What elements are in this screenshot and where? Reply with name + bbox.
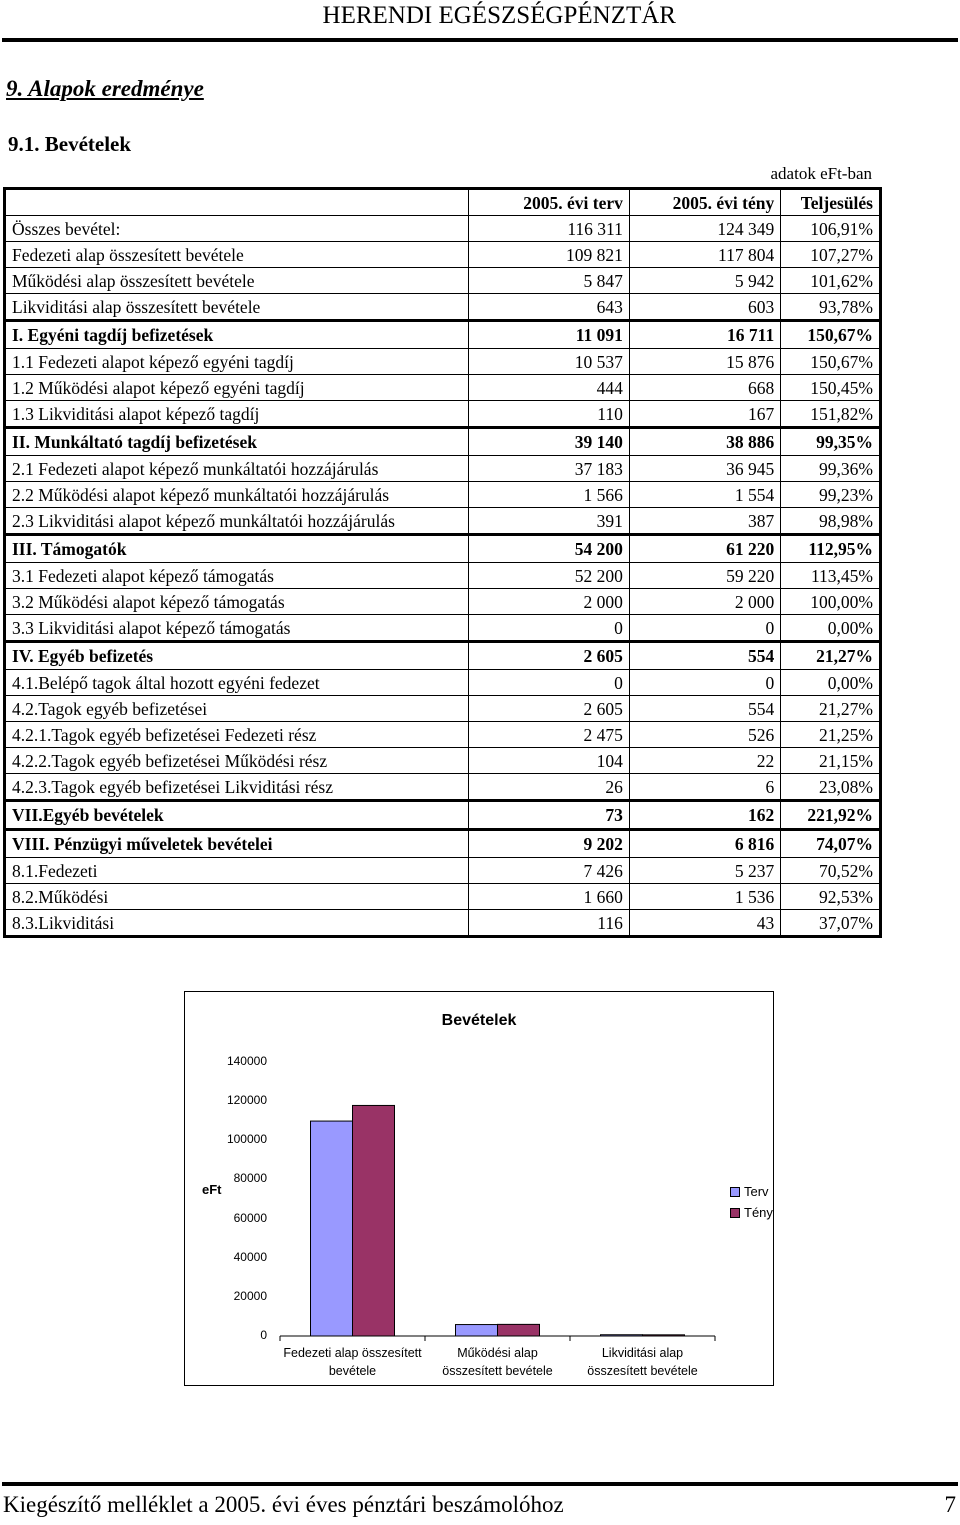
row-label: 4.1.Belépő tagok által hozott egyéni fedezet: [5, 670, 469, 696]
row-label: 4.2.3.Tagok egyéb befizetései Likviditási rész: [5, 774, 469, 801]
row-actual-value: 668: [629, 375, 780, 401]
row-actual-value: 1 554: [629, 482, 780, 508]
row-plan-value: 2 000: [468, 589, 629, 615]
row-fulfilment-value: 100,00%: [781, 589, 881, 615]
table-row: [5, 375, 881, 401]
row-actual-value: 167: [629, 401, 780, 428]
row-fulfilment-value: 151,82%: [781, 401, 881, 428]
row-plan-value: 39 140: [468, 428, 629, 456]
row-fulfilment-value: 101,62%: [781, 268, 881, 294]
row-plan-value: 0: [468, 615, 629, 642]
row-plan-value: 116: [468, 910, 629, 937]
row-actual-value: 61 220: [629, 535, 780, 563]
table-row: [5, 642, 881, 670]
chart-y-tick-label: 20000: [233, 1288, 267, 1303]
row-label: 1.2 Működési alapot képező egyéni tagdíj: [5, 375, 469, 401]
row-actual-value: 526: [629, 722, 780, 748]
chart-category-label: [568, 1344, 718, 1380]
table-row: [5, 428, 881, 456]
row-fulfilment-value: 23,08%: [781, 774, 881, 801]
row-plan-value: 0: [468, 670, 629, 696]
table-row: [5, 696, 881, 722]
row-label: II. Munkáltató tagdíj befizetések: [5, 428, 469, 456]
chart-y-tick-label: 100000: [226, 1132, 267, 1147]
row-label: VIII. Pénzügyi műveletek bevételei: [5, 830, 469, 858]
chart-bar-terv-0: [311, 1121, 353, 1336]
chart-category-label: [423, 1344, 573, 1380]
row-actual-value: 6: [629, 774, 780, 801]
footer-divider: [2, 1482, 958, 1486]
legend-item: [730, 1202, 773, 1223]
table-row: [5, 216, 881, 242]
row-actual-value: 16 711: [629, 321, 780, 349]
row-plan-value: 110: [468, 401, 629, 428]
table-row: [5, 508, 881, 535]
table-row: [5, 401, 881, 428]
row-plan-value: 391: [468, 508, 629, 535]
row-label: 1.3 Likviditási alapot képező tagdíj: [5, 401, 469, 428]
row-actual-value: 1 536: [629, 884, 780, 910]
chart-bar-tny-0: [353, 1105, 395, 1336]
row-label: Fedezeti alap összesített bevétele: [5, 242, 469, 268]
row-label: 4.2.2.Tagok egyéb befizetései Működési rész: [5, 748, 469, 774]
row-plan-value: 52 200: [468, 563, 629, 589]
chart-category-label-line: Működési alap: [457, 1346, 538, 1360]
table-row: [5, 589, 881, 615]
table-row: [5, 563, 881, 589]
chart-legend: [730, 1181, 773, 1223]
row-label: 8.3.Likviditási: [5, 910, 469, 937]
chart-y-axis-label: eFt: [202, 1182, 222, 1197]
row-fulfilment-value: 112,95%: [781, 535, 881, 563]
section-title: 9. Alapok eredménye: [6, 76, 204, 101]
table-row: [5, 535, 881, 563]
row-fulfilment-value: 70,52%: [781, 858, 881, 884]
chart-y-tick-label: 80000: [233, 1171, 267, 1186]
chart-y-tick-label: 40000: [233, 1249, 267, 1264]
row-fulfilment-value: 99,35%: [781, 428, 881, 456]
table-row: [5, 722, 881, 748]
row-actual-value: 2 000: [629, 589, 780, 615]
row-fulfilment-value: 150,67%: [781, 349, 881, 375]
document-header-title: HERENDI EGÉSZSÉGPÉNZTÁR: [322, 2, 676, 29]
table-header-row: [5, 189, 881, 216]
chart-category-label: [278, 1344, 428, 1380]
row-label: III. Támogatók: [5, 535, 469, 563]
subsection-title: 9.1. Bevételek: [8, 132, 132, 156]
chart-category-label-line: Fedezeti alap összesített: [283, 1346, 422, 1360]
table-row: [5, 801, 881, 830]
row-fulfilment-value: 21,27%: [781, 642, 881, 670]
row-actual-value: 6 816: [629, 830, 780, 858]
row-plan-value: 2 475: [468, 722, 629, 748]
page-number: 7: [944, 1492, 956, 1517]
table-row: [5, 482, 881, 508]
chart-bar-terv-1: [456, 1325, 498, 1336]
chart-category-label-line: Likviditási alap: [601, 1346, 684, 1360]
header-divider: [2, 38, 958, 42]
row-actual-value: 59 220: [629, 563, 780, 589]
row-label: 4.2.Tagok egyéb befizetései: [5, 696, 469, 722]
row-label: I. Egyéni tagdíj befizetések: [5, 321, 469, 349]
revenue-table: [3, 187, 882, 938]
row-actual-value: 603: [629, 294, 780, 321]
header-cell-plan: 2005. évi terv: [468, 189, 629, 216]
row-plan-value: 2 605: [468, 696, 629, 722]
row-actual-value: 43: [629, 910, 780, 937]
chart-y-tick-label: 140000: [226, 1054, 267, 1068]
row-fulfilment-value: 107,27%: [781, 242, 881, 268]
legend-swatch: [730, 1208, 740, 1218]
row-plan-value: 109 821: [468, 242, 629, 268]
legend-item: [730, 1181, 773, 1202]
table-row: [5, 748, 881, 774]
row-fulfilment-value: 150,67%: [781, 321, 881, 349]
chart-y-tick-label: 120000: [226, 1093, 267, 1108]
row-fulfilment-value: 21,27%: [781, 696, 881, 722]
row-label: Működési alap összesített bevétele: [5, 268, 469, 294]
row-label: 3.3 Likviditási alapot képező támogatás: [5, 615, 469, 642]
row-actual-value: 0: [629, 615, 780, 642]
row-fulfilment-value: 0,00%: [781, 615, 881, 642]
table-row: [5, 774, 881, 801]
footer-text: Kiegészítő melléklet a 2005. évi éves pénztári beszámolóhoz: [3, 1492, 564, 1517]
row-fulfilment-value: 92,53%: [781, 884, 881, 910]
table-row: [5, 294, 881, 321]
unit-note: adatok eFt-ban: [770, 164, 872, 183]
revenue-chart: [184, 991, 774, 1386]
row-fulfilment-value: 0,00%: [781, 670, 881, 696]
row-plan-value: 37 183: [468, 456, 629, 482]
row-plan-value: 10 537: [468, 349, 629, 375]
chart-bar-terv-2: [601, 1335, 643, 1336]
table-row: [5, 830, 881, 858]
legend-label: Terv: [744, 1184, 769, 1199]
row-plan-value: 643: [468, 294, 629, 321]
row-plan-value: 9 202: [468, 830, 629, 858]
chart-title: Bevételek: [441, 1012, 517, 1029]
row-label: 3.2 Működési alapot képező támogatás: [5, 589, 469, 615]
row-actual-value: 0: [629, 670, 780, 696]
chart-category-label-line: összesített bevétele: [587, 1364, 698, 1378]
legend-swatch: [730, 1187, 740, 1197]
row-plan-value: 5 847: [468, 268, 629, 294]
row-label: IV. Egyéb befizetés: [5, 642, 469, 670]
row-label: 2.3 Likviditási alapot képező munkáltatói hozzájárulás: [5, 508, 469, 535]
chart-y-tick-label: 60000: [233, 1210, 267, 1225]
chart-bar-tny-2: [643, 1335, 685, 1336]
row-label: 2.2 Működési alapot képező munkáltatói hozzájárulás: [5, 482, 469, 508]
row-label: 3.1 Fedezeti alapot képező támogatás: [5, 563, 469, 589]
row-fulfilment-value: 37,07%: [781, 910, 881, 937]
row-fulfilment-value: 99,23%: [781, 482, 881, 508]
row-actual-value: 124 349: [629, 216, 780, 242]
row-plan-value: 73: [468, 801, 629, 830]
row-fulfilment-value: 221,92%: [781, 801, 881, 830]
row-actual-value: 38 886: [629, 428, 780, 456]
row-plan-value: 54 200: [468, 535, 629, 563]
row-label: 1.1 Fedezeti alapot képező egyéni tagdíj: [5, 349, 469, 375]
row-fulfilment-value: 21,25%: [781, 722, 881, 748]
table-row: [5, 349, 881, 375]
row-label: VII.Egyéb bevételek: [5, 801, 469, 830]
row-actual-value: 387: [629, 508, 780, 535]
row-plan-value: 444: [468, 375, 629, 401]
row-fulfilment-value: 106,91%: [781, 216, 881, 242]
row-label: Összes bevétel:: [5, 216, 469, 242]
row-fulfilment-value: 113,45%: [781, 563, 881, 589]
row-plan-value: 116 311: [468, 216, 629, 242]
table-row: [5, 858, 881, 884]
row-fulfilment-value: 98,98%: [781, 508, 881, 535]
row-actual-value: 5 942: [629, 268, 780, 294]
table-row: [5, 884, 881, 910]
row-label: 8.2.Működési: [5, 884, 469, 910]
row-actual-value: 162: [629, 801, 780, 830]
row-actual-value: 554: [629, 696, 780, 722]
row-actual-value: 15 876: [629, 349, 780, 375]
row-fulfilment-value: 93,78%: [781, 294, 881, 321]
row-plan-value: 11 091: [468, 321, 629, 349]
chart-bar-tny-1: [498, 1324, 540, 1336]
row-actual-value: 554: [629, 642, 780, 670]
row-label: 2.1 Fedezeti alapot képező munkáltatói hozzájárulás: [5, 456, 469, 482]
row-actual-value: 36 945: [629, 456, 780, 482]
row-fulfilment-value: 74,07%: [781, 830, 881, 858]
row-plan-value: 1 566: [468, 482, 629, 508]
table-row: [5, 910, 881, 937]
row-label: Likviditási alap összesített bevétele: [5, 294, 469, 321]
row-actual-value: 22: [629, 748, 780, 774]
header-cell-fulfilment: Teljesülés: [781, 189, 881, 216]
table-row: [5, 268, 881, 294]
legend-label: Tény: [744, 1205, 773, 1220]
chart-plot-area: [185, 992, 773, 1385]
table-row: [5, 242, 881, 268]
row-plan-value: 1 660: [468, 884, 629, 910]
row-actual-value: 5 237: [629, 858, 780, 884]
row-fulfilment-value: 150,45%: [781, 375, 881, 401]
table-row: [5, 615, 881, 642]
row-label: 4.2.1.Tagok egyéb befizetései Fedezeti rész: [5, 722, 469, 748]
chart-y-tick-label: 0: [260, 1328, 267, 1342]
chart-category-label-line: összesített bevétele: [442, 1364, 553, 1378]
row-fulfilment-value: 99,36%: [781, 456, 881, 482]
row-label: 8.1.Fedezeti: [5, 858, 469, 884]
chart-category-label-line: bevétele: [328, 1364, 377, 1378]
row-plan-value: 2 605: [468, 642, 629, 670]
row-plan-value: 104: [468, 748, 629, 774]
table-row: [5, 456, 881, 482]
row-actual-value: 117 804: [629, 242, 780, 268]
row-plan-value: 7 426: [468, 858, 629, 884]
row-fulfilment-value: 21,15%: [781, 748, 881, 774]
header-cell-actual: 2005. évi tény: [629, 189, 780, 216]
header-cell-label: [5, 189, 469, 216]
row-plan-value: 26: [468, 774, 629, 801]
table-row: [5, 321, 881, 349]
table-row: [5, 670, 881, 696]
